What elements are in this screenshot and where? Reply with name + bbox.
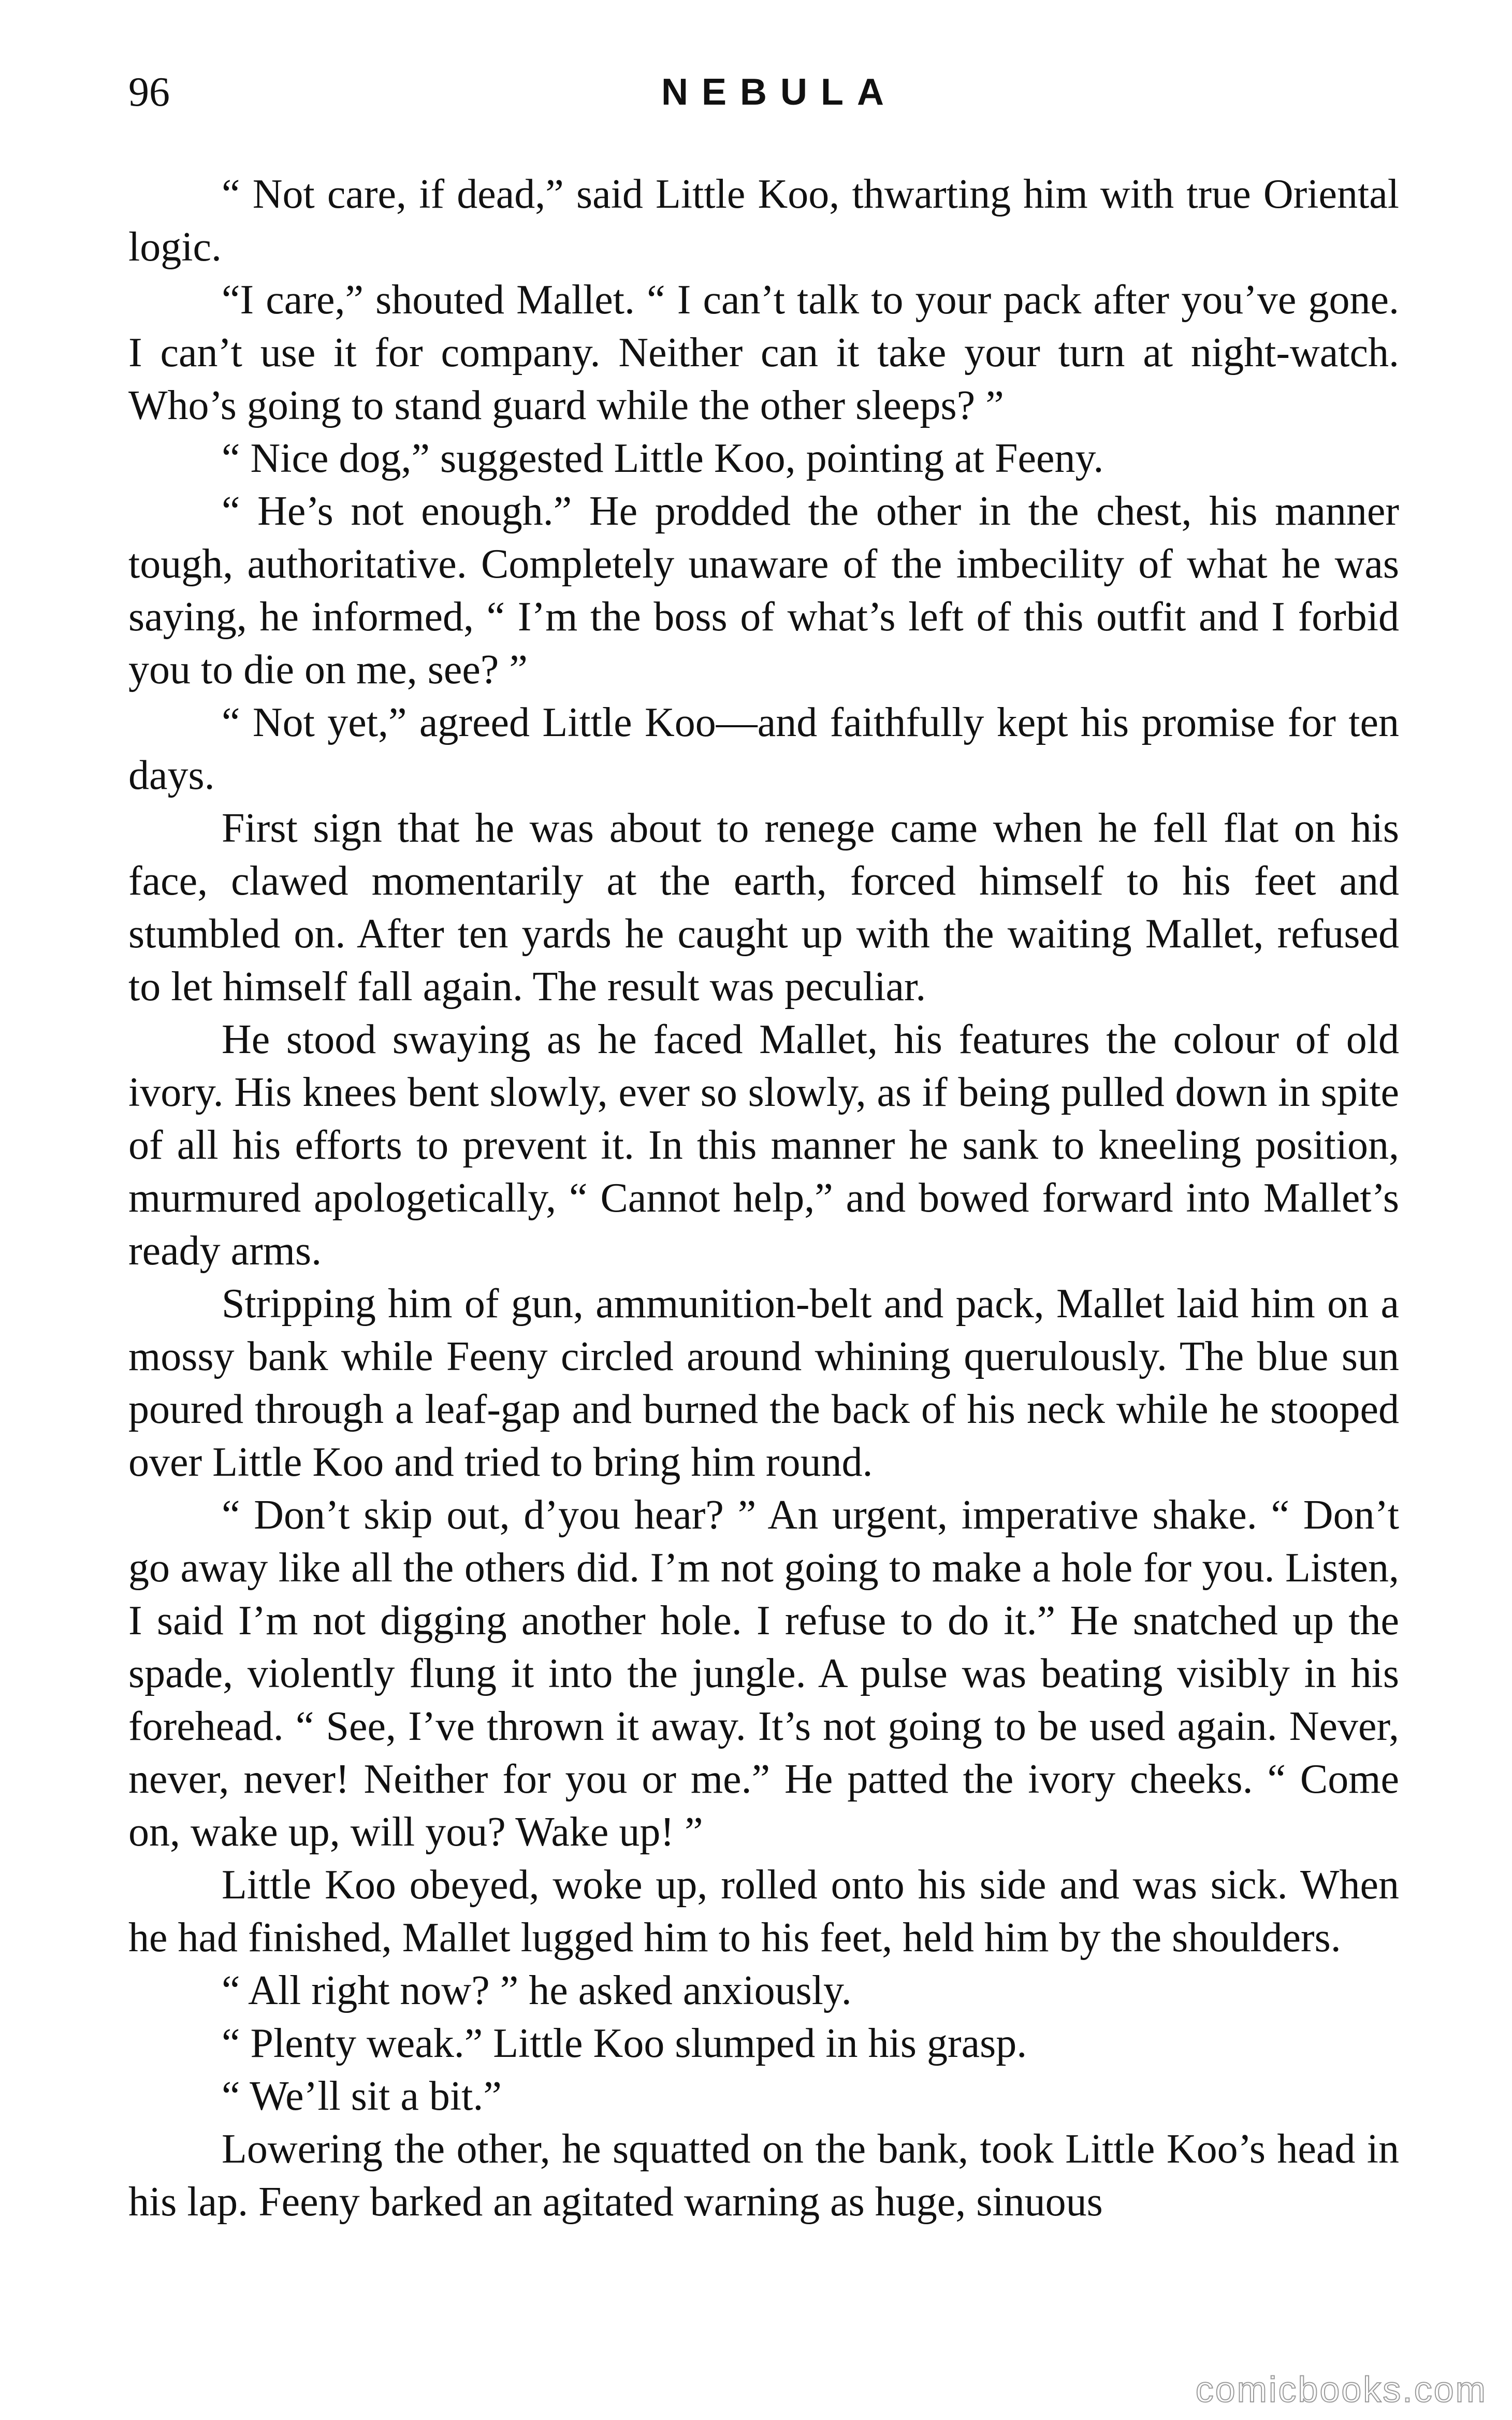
paragraph: “I care,” shouted Mallet. “ I can’t talk to your pack after you’ve gone. I can’t use it for company. Neither can it take your turn at night-watch. Who’s going to stand guard while the other sleeps? ”	[128, 277, 1399, 428]
paragraph: “ We’ll sit a bit.”	[222, 2073, 502, 2119]
paragraph: Stripping him of gun, ammunition-belt and pack, Mallet laid him on a mossy bank while Feeny circled around whining querulously. The blue sun poured through a leaf-gap and burned the back of his neck while he stooped over Little Koo and tried to bring him round.	[128, 1281, 1399, 1485]
paragraph: “ Not yet,” agreed Little Koo—and faithfully kept his promise for ten days.	[128, 700, 1399, 798]
page-number: 96	[128, 69, 170, 115]
paragraph: First sign that he was about to renege came when he fell flat on his face, clawed momentarily at the earth, forced himself to his feet and stumbled on. After ten yards he caught up with the waiting Mallet, refused to let himself fall again. The result was peculiar.	[128, 805, 1399, 1010]
running-title: NEBULA	[661, 71, 897, 113]
watermark: comicbooks.com	[1195, 2369, 1487, 2410]
paragraph: He stood swaying as he faced Mallet, his features the colour of old ivory. His knees bent slowly, ever so slowly, as if being pulled down in spite of all his efforts to prevent it. In this manner he sank to kneeling position, murmured apologetically, “ Cannot help,” and bowed forward into Mallet’s ready arms.	[128, 1017, 1399, 1274]
paragraph: “ Nice dog,” suggested Little Koo, pointing at Feeny.	[222, 436, 1104, 481]
paragraph: “ Plenty weak.” Little Koo slumped in his grasp.	[222, 2021, 1027, 2066]
paragraph: “ Not care, if dead,” said Little Koo, thwarting him with true Oriental logic.	[128, 171, 1399, 270]
running-head	[128, 61, 1399, 123]
paragraph: “ He’s not enough.” He prodded the other in the chest, his manner tough, authoritative. Completely unaware of the imbecility of what he was saying, he informed, “ I’m the boss of what’s left of this outfit and I forbid you to die on me, see? ”	[128, 488, 1399, 693]
paragraph: “ Don’t skip out, d’you hear? ” An urgent, imperative shake. “ Don’t go away like all the others did. I’m not going to make a hole for you. Listen, I said I’m not digging another hole. I refuse to do it.” He snatched up the spade, violently flung it into the jungle. A pulse was beating visibly in his forehead. “ See, I’ve thrown it away. It’s not going to be used again. Never, never, never! Neither for you or me.” He patted the ivory cheeks. “ Come on, wake up, will you? Wake up! ”	[128, 1492, 1399, 1855]
paragraph: “ All right now? ” he asked anxiously.	[222, 1968, 852, 2013]
story-text	[128, 168, 1399, 2228]
paragraph: Lowering the other, he squatted on the bank, took Little Koo’s head in his lap. Feeny barked an agitated warning as huge, sinuous	[128, 2126, 1399, 2225]
paragraph: Little Koo obeyed, woke up, rolled onto his side and was sick. When he had finished, Mallet lugged him to his feet, held him by the shoulders.	[128, 1862, 1399, 1961]
